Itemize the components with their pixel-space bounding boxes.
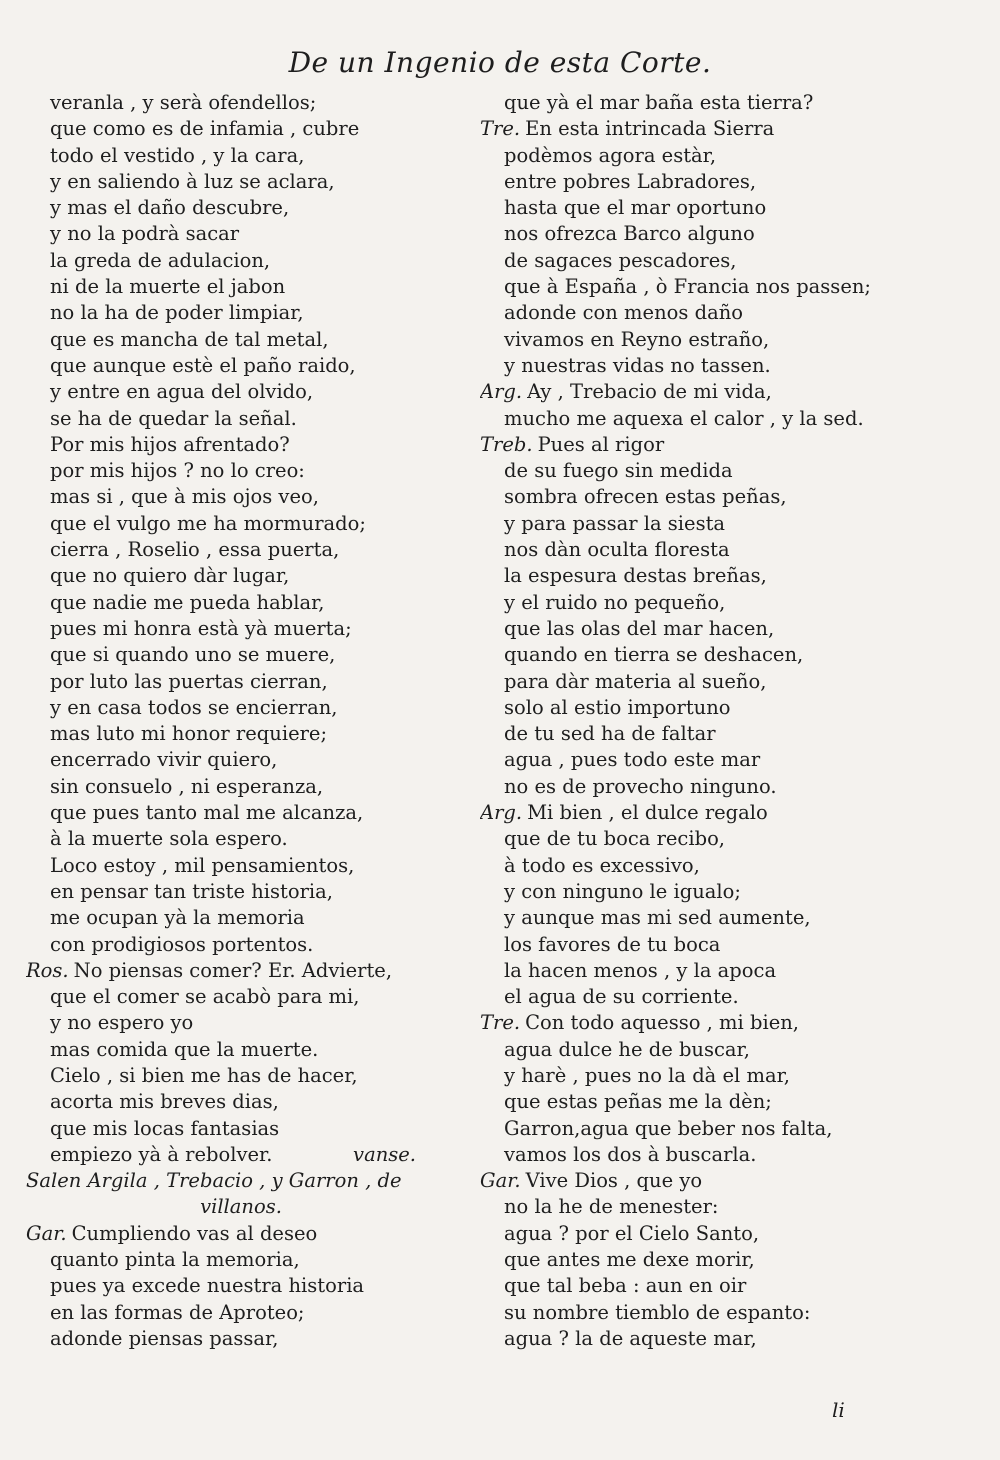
verse-line — [26, 853, 456, 879]
verse-text: Vive Dios , que yo — [525, 1169, 703, 1193]
speaker-label: Treb. — [480, 432, 533, 456]
verse-text: vivamos en Reyno estraño, — [504, 327, 770, 351]
verse-text: y nuestras vidas no tassen. — [504, 353, 771, 377]
verse-text: los favores de tu boca — [504, 932, 721, 956]
verse-text: que mis locas fantasias — [50, 1116, 280, 1140]
verse-line — [26, 458, 456, 484]
verse-line — [480, 1326, 980, 1352]
verse-text: mucho me aquexa el calor , y la sed. — [504, 406, 864, 430]
verse-text: mas luto mi honor requiere; — [50, 722, 328, 746]
verse-line — [26, 274, 456, 300]
verse-line — [26, 669, 456, 695]
verse-text: vamos los dos à buscarla. — [504, 1142, 757, 1166]
verse-line — [480, 1273, 980, 1299]
verse-text: solo al estio importuno — [504, 695, 731, 719]
verse-line — [26, 1116, 456, 1142]
verse-line — [480, 984, 980, 1010]
verse-line — [480, 774, 980, 800]
verse-text: que el vulgo me ha mormurado; — [50, 511, 366, 535]
verse-text: no es de provecho ninguno. — [504, 774, 777, 798]
speaker-label: Arg. — [480, 801, 523, 825]
verse-line — [26, 642, 456, 668]
verse-text: el agua de su corriente. — [504, 985, 739, 1009]
verse-line — [26, 590, 456, 616]
verse-text: y para passar la siesta — [504, 511, 726, 535]
verse-line — [26, 932, 456, 958]
verse-text: que es mancha de tal metal, — [50, 327, 329, 351]
verse-text: que nadie me pueda hablar, — [50, 590, 325, 614]
verse-text: en las formas de Aproteo; — [50, 1300, 305, 1324]
speaker-label: Tre. — [480, 117, 521, 141]
verse-line — [26, 327, 456, 353]
verse-text: de sagaces pescadores, — [504, 248, 737, 272]
verse-text: por luto las puertas cierran, — [50, 669, 328, 693]
verse-text: que tal beba : aun en oir — [504, 1274, 747, 1298]
verse-text: ni de la muerte el jabon — [50, 275, 286, 299]
verse-text: me ocupan yà la memoria — [50, 906, 305, 930]
verse-line — [480, 537, 980, 563]
verse-line — [480, 1194, 980, 1220]
verse-text: no la he de menester: — [504, 1195, 719, 1219]
verse-line — [26, 90, 456, 116]
verse-line — [480, 1063, 980, 1089]
verse-text: todo el vestido , y la cara, — [50, 143, 305, 167]
verse-line — [26, 248, 456, 274]
verse-text: no la ha de poder limpiar, — [50, 301, 304, 325]
verse-text: la espesura destas breñas, — [504, 564, 767, 588]
verse-line — [26, 353, 456, 379]
verse-line — [480, 1010, 980, 1036]
verse-line — [26, 879, 456, 905]
verse-text: à la muerte sola espero. — [50, 827, 288, 851]
verse-line — [26, 432, 456, 458]
verse-text: veranla , y serà ofendellos; — [50, 91, 317, 114]
verse-text: que aunque estè el paño raido, — [50, 353, 356, 377]
verse-line — [26, 616, 456, 642]
verse-text: y el ruido no pequeño, — [504, 590, 726, 614]
verse-line — [480, 327, 980, 353]
verse-text: que estas peñas me la dèn; — [504, 1090, 772, 1114]
verse-line — [480, 300, 980, 326]
verse-text: Ay , Trebacio de mi vida, — [527, 380, 772, 404]
verse-text: sombra ofrecen estas peñas, — [504, 485, 787, 509]
verse-line — [480, 1116, 980, 1142]
left-column — [26, 90, 456, 1352]
verse-text: que el comer se acabò para mi, — [50, 985, 360, 1009]
verse-line — [26, 1142, 456, 1168]
verse-line — [26, 1221, 456, 1247]
verse-text: Cumpliendo vas al deseo — [71, 1221, 318, 1245]
verse-line — [26, 1273, 456, 1299]
verse-line — [480, 1221, 980, 1247]
verse-text: quanto pinta la memoria, — [50, 1248, 300, 1272]
verse-line — [26, 800, 456, 826]
verse-line — [480, 195, 980, 221]
verse-line — [480, 826, 980, 852]
verse-text: agua dulce he de buscar, — [504, 1037, 750, 1061]
verse-line — [26, 563, 456, 589]
verse-line — [26, 221, 456, 247]
verse-text: y con ninguno le igualo; — [504, 879, 741, 903]
verse-line — [480, 1247, 980, 1273]
verse-text: pues mi honra està yà muerta; — [50, 616, 352, 640]
verse-line — [480, 1089, 980, 1115]
catchword: li — [832, 1398, 845, 1422]
verse-text: que si quando uno se muere, — [50, 643, 336, 667]
verse-text: su nombre tiemblo de espanto: — [504, 1300, 811, 1324]
verse-text: y entre en agua del olvido, — [50, 380, 314, 404]
verse-line — [26, 1247, 456, 1273]
verse-line — [26, 169, 456, 195]
verse-text: agua , pues todo este mar — [504, 748, 761, 772]
verse-line — [480, 432, 980, 458]
verse-line — [480, 563, 980, 589]
verse-text: quando en tierra se deshacen, — [504, 643, 804, 667]
verse-text: adonde piensas passar, — [50, 1326, 279, 1350]
verse-text: En esta intrincada Sierra — [525, 117, 775, 141]
verse-text: y en casa todos se encierran, — [50, 695, 338, 719]
verse-text: entre pobres Labradores, — [504, 169, 757, 193]
verse-line — [480, 958, 980, 984]
running-head: De un Ingenio de esta Corte. — [288, 46, 712, 79]
verse-line — [26, 1010, 456, 1036]
verse-text: que las olas del mar hacen, — [504, 616, 775, 640]
verse-line — [480, 616, 980, 642]
verse-text: Mi bien , el dulce regalo — [527, 801, 768, 825]
verse-text: y en saliendo à luz se aclara, — [50, 169, 335, 193]
speaker-label: Ros. — [26, 958, 69, 982]
verse-line — [26, 774, 456, 800]
verse-text: sin consuelo , ni esperanza, — [50, 774, 324, 798]
verse-line — [26, 695, 456, 721]
verse-line — [480, 747, 980, 773]
verse-line — [26, 379, 456, 405]
verse-line — [480, 695, 980, 721]
verse-text: que yà el mar baña esta tierra? — [504, 91, 814, 114]
verse-text: Por mis hijos afrentado? — [50, 432, 290, 456]
verse-line — [480, 590, 980, 616]
verse-line — [26, 905, 456, 931]
verse-line — [26, 484, 456, 510]
verse-line — [26, 143, 456, 169]
verse-line — [480, 511, 980, 537]
verse-line — [26, 984, 456, 1010]
verse-line — [26, 1300, 456, 1326]
verse-text: y no espero yo — [50, 1011, 194, 1035]
verse-line — [480, 484, 980, 510]
verse-line — [26, 1326, 456, 1352]
verse-line — [480, 353, 980, 379]
verse-text: con prodigiosos portentos. — [50, 932, 314, 956]
verse-text: y harè , pues no la dà el mar, — [504, 1063, 790, 1087]
verse-text: que de tu boca recibo, — [504, 827, 726, 851]
verse-text: nos dàn oculta floresta — [504, 538, 730, 562]
verse-line — [480, 1168, 980, 1194]
verse-text: mas comida que la muerte. — [50, 1037, 319, 1061]
verse-line — [480, 143, 980, 169]
speaker-label: Arg. — [480, 380, 523, 404]
verse-line — [26, 116, 456, 142]
verse-text: que como es de infamia , cubre — [50, 117, 360, 141]
verse-line — [26, 721, 456, 747]
verse-line — [480, 879, 980, 905]
verse-line — [26, 195, 456, 221]
verse-text: empiezo yà à rebolver. — [50, 1142, 273, 1166]
verse-text: agua ? la de aqueste mar, — [504, 1326, 757, 1350]
verse-line — [480, 853, 980, 879]
verse-text: de su fuego sin medida — [504, 459, 733, 483]
verse-line — [26, 1063, 456, 1089]
verse-line — [480, 379, 980, 405]
verse-text: Garron,agua que beber nos falta, — [504, 1116, 833, 1140]
stage-direction: Salen Argila , Trebacio , y Garron , de — [26, 1169, 402, 1193]
verse-text: que pues tanto mal me alcanza, — [50, 801, 364, 825]
verse-line — [480, 169, 980, 195]
verse-text: agua ? por el Cielo Santo, — [504, 1221, 760, 1245]
verse-text: pues ya excede nuestra historia — [50, 1274, 365, 1298]
verse-text: No piensas comer? Er. Advierte, — [73, 958, 393, 982]
verse-line — [480, 248, 980, 274]
verse-text: Cielo , si bien me has de hacer, — [50, 1063, 358, 1087]
verse-text: por mis hijos ? no lo creo: — [50, 459, 305, 483]
verse-text: para dàr materia al sueño, — [504, 669, 767, 693]
verse-line — [480, 406, 980, 432]
verse-line — [26, 537, 456, 563]
verse-text: y aunque mas mi sed aumente, — [504, 906, 811, 930]
verse-text: que no quiero dàr lugar, — [50, 564, 290, 588]
speaker-label: Gar. — [26, 1221, 67, 1245]
verse-text: Loco estoy , mil pensamientos, — [50, 853, 355, 877]
verse-text: à todo es excessivo, — [504, 853, 700, 877]
verse-line — [480, 274, 980, 300]
verse-line — [480, 1300, 980, 1326]
verse-line — [480, 932, 980, 958]
speaker-label: Tre. — [480, 1011, 521, 1035]
verse-line — [480, 116, 980, 142]
verse-text: en pensar tan triste historia, — [50, 879, 333, 903]
verse-line — [26, 1089, 456, 1115]
verse-text: de tu sed ha de faltar — [504, 722, 716, 746]
speaker-label: Gar. — [480, 1169, 521, 1193]
verse-text: que à España , ò Francia nos passen; — [504, 275, 871, 299]
verse-text: acorta mis breves dias, — [50, 1090, 279, 1114]
verse-line — [480, 800, 980, 826]
verse-line — [26, 826, 456, 852]
verse-line — [26, 747, 456, 773]
verse-line — [26, 958, 456, 984]
verse-text: adonde con menos daño — [504, 301, 743, 325]
stage-direction: vanse. — [353, 1142, 416, 1166]
verse-text: y no la podrà sacar — [50, 222, 240, 246]
verse-text: cierra , Roselio , essa puerta, — [50, 538, 340, 562]
verse-text: nos ofrezca Barco alguno — [504, 222, 755, 246]
verse-line — [480, 90, 980, 116]
stage-direction: villanos. — [200, 1195, 282, 1219]
verse-line — [480, 642, 980, 668]
verse-line — [480, 458, 980, 484]
verse-text: encerrado vivir quiero, — [50, 748, 278, 772]
verse-line — [480, 221, 980, 247]
right-column — [480, 90, 980, 1352]
verse-text: Pues al rigor — [537, 432, 665, 456]
verse-line — [26, 406, 456, 432]
verse-text: podèmos agora estàr, — [504, 143, 717, 167]
verse-line — [26, 511, 456, 537]
verse-text: hasta que el mar oportuno — [504, 196, 767, 220]
verse-line — [26, 1037, 456, 1063]
verse-text: Con todo aquesso , mi bien, — [525, 1011, 799, 1035]
verse-text: la greda de adulacion, — [50, 248, 271, 272]
verse-line — [480, 1037, 980, 1063]
verse-line — [26, 300, 456, 326]
verse-line — [480, 721, 980, 747]
verse-line — [480, 905, 980, 931]
verse-line — [480, 669, 980, 695]
verse-text: mas si , que à mis ojos veo, — [50, 485, 319, 509]
verse-text: que antes me dexe morir, — [504, 1248, 755, 1272]
verse-line — [480, 1142, 980, 1168]
verse-text: se ha de quedar la señal. — [50, 406, 297, 430]
verse-text: la hacen menos , y la apoca — [504, 958, 777, 982]
verse-text: y mas el daño descubre, — [50, 196, 290, 220]
